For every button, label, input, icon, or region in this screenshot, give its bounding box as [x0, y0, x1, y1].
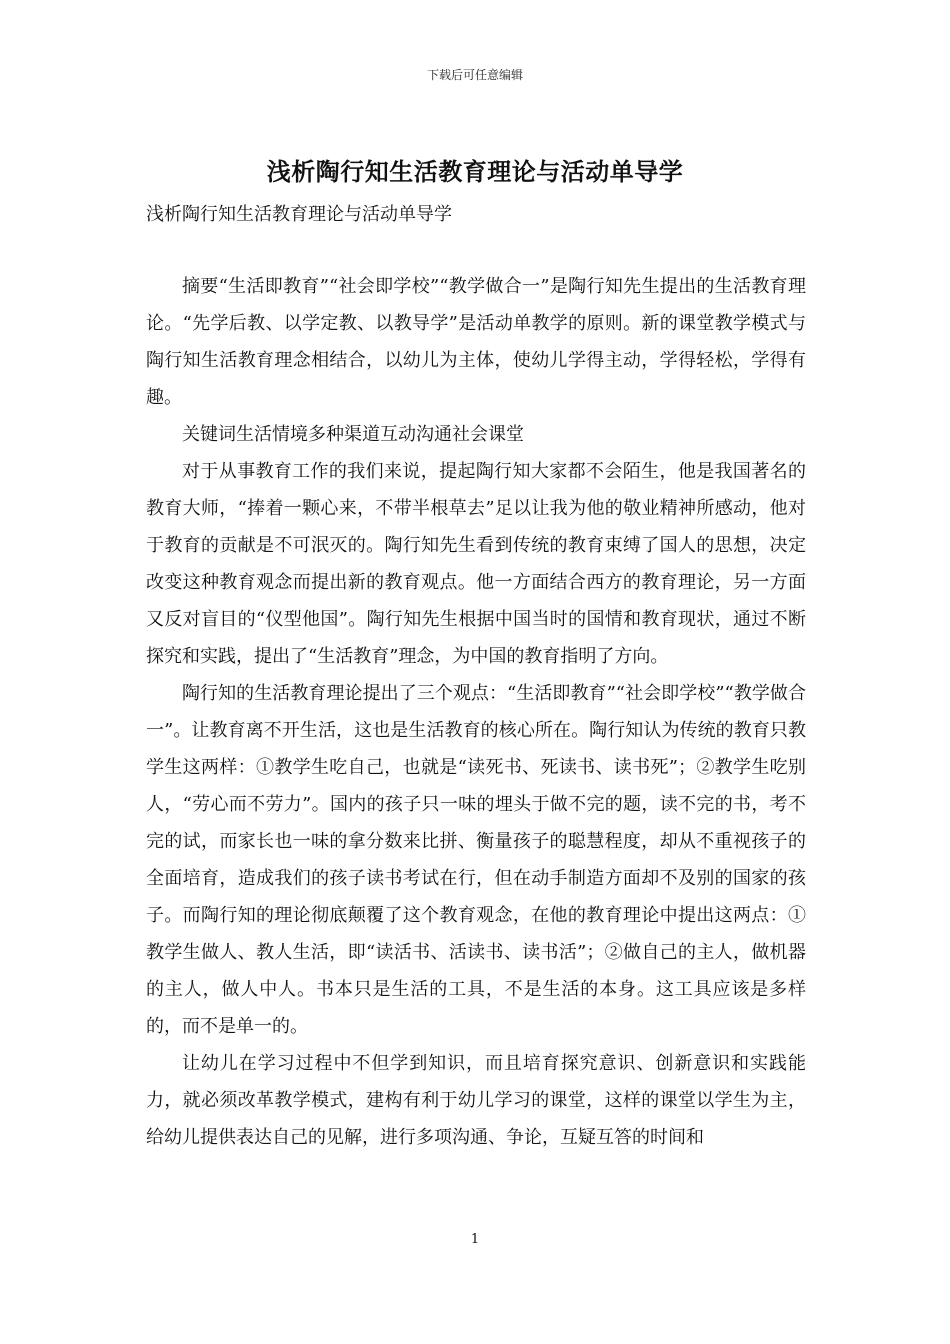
paragraph: 陶行知的生活教育理论提出了三个观点：“生活即教育”“社会即学校”“教学做合一”。让教育离不开生活，这也是生活教育的核心所在。陶行知认为传统的教育只教学生这两样：①教学生吃自己，也就是“读死书、死读书、读书死”；②教学生吃别人，“劳心而不劳力”。国内的孩子只一味的埋头于做不完的题，读不完的书，考不完的试，而家长也一味的拿分数来比拼、衡量孩子的聪慧程度，却从不重视孩子的全面培育，造成我们的孩子读书考试在行，但在动手制造方面却不及别的国家的孩子。而陶行知的理论彻底颠覆了这个教育观念，在他的教育理论中提出这两点：①教学生做人、教人生活，即“读活书、活读书、读书活”；②做自己的主人，做机器的主人，做人中人。书本只是生活的工具，不是生活的本身。这工具应该是多样的，而不是单一的。: [146, 683, 806, 1037]
header-note: 下载后可任意编辑: [426, 68, 523, 82]
paragraph: 让幼儿在学习过程中不但学到知识，而且培育探究意识、创新意识和实践能力，就必须改革教学模式，建构有利于幼儿学习的课堂，这样的课堂以学生为主，给幼儿提供表达自己的见解，进行多项沟通、争论，互疑互答的时间和: [146, 1053, 806, 1148]
paragraph-abstract: 摘要“生活即教育”“社会即学校”“教学做合一”是陶行知先生提出的生活教育理论。“先学后教、以学定教、以教导学”是活动单教学的原则。新的课堂教学模式与陶行知生活教育理念相结合，以幼儿为主体，使幼儿学得主动，学得轻松，学得有趣。: [146, 276, 806, 408]
paragraph-keywords: 关键词生活情境多种渠道互动沟通社会课堂: [182, 424, 524, 445]
document-title: 浅析陶行知生活教育理论与活动单导学: [266, 157, 684, 186]
document-body: [146, 268, 806, 1156]
paragraph: 对于从事教育工作的我们来说，提起陶行知大家都不会陌生，他是我国著名的教育大师，“捧着一颗心来，不带半根草去”足以让我为他的敬业精神所感动，他对于教育的贡献是不可泯灭的。陶行知先生看到传统的教育束缚了国人的思想，决定改变这种教育观念而提出新的教育观点。他一方面结合西方的教育理论，另一方面又反对盲目的“仪型他国”。陶行知先生根据中国当时的国情和教育现状，通过不断探究和实践，提出了“生活教育”理念，为中国的教育指明了方向。: [146, 461, 806, 667]
page-number: 1: [470, 1232, 480, 1247]
document-subtitle: 浅析陶行知生活教育理论与活动单导学: [146, 204, 452, 225]
